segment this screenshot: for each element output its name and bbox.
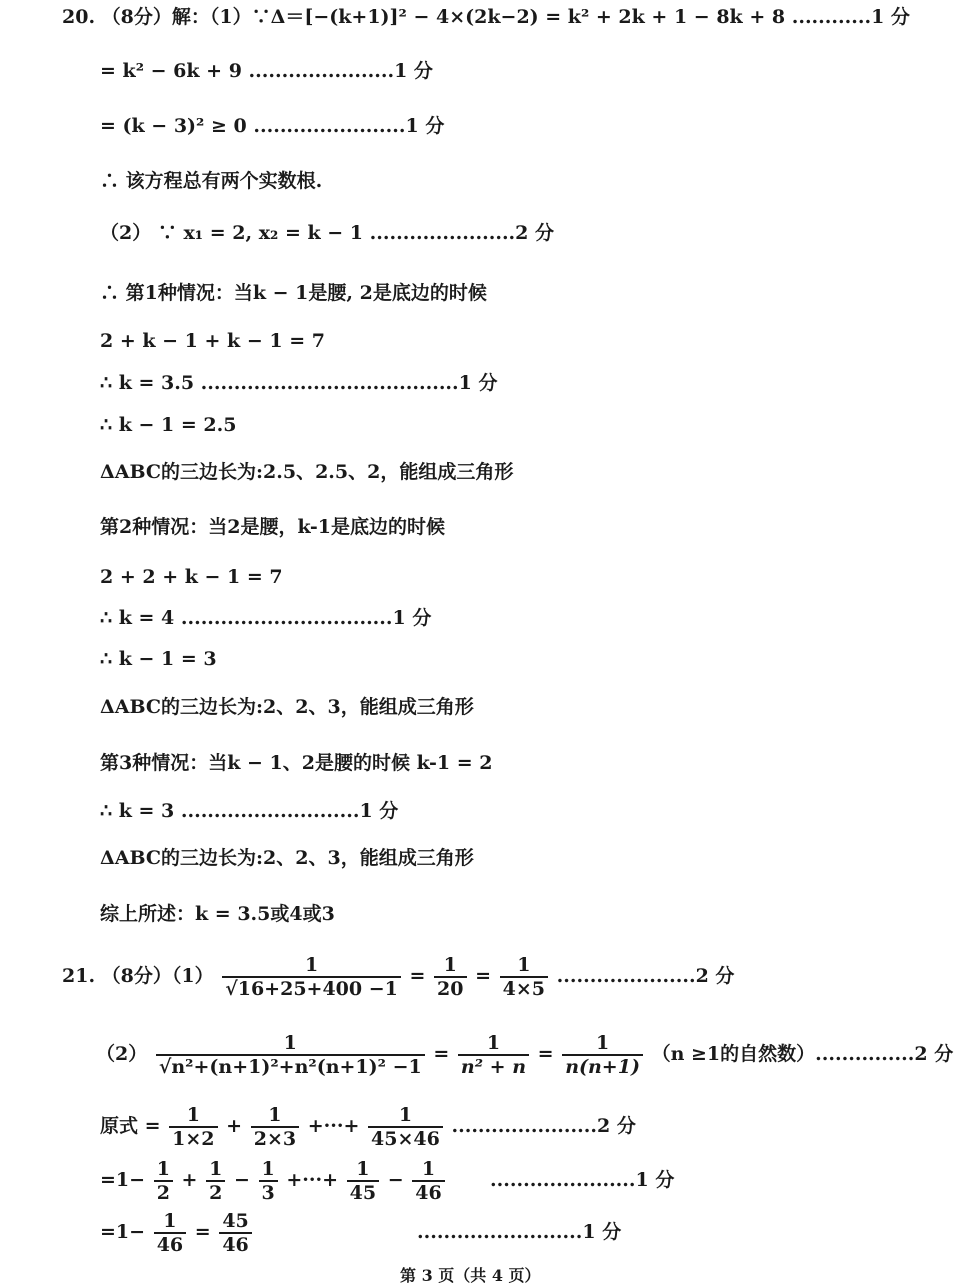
q21-tele-term-2 [206,1158,225,1204]
fraction-numerator: 1 [517,954,531,976]
fraction-denominator: 2×3 [251,1126,299,1150]
fraction-denominator: n(n+1) [562,1054,643,1078]
fraction-numerator: 1 [398,1104,413,1126]
q20-line-11: 2 + 2 + k − 1 = 7 [100,566,283,588]
fraction-denominator: 1×2 [169,1126,217,1150]
fraction-denominator: 45 [347,1180,379,1204]
fraction-numerator: 1 [443,954,457,976]
q21-final-term-1 [154,1210,186,1256]
q21-part1-eq1 [434,954,466,1000]
fraction-numerator: 1 [186,1104,200,1126]
fraction-numerator: 1 [356,1158,370,1180]
operator: − [233,1169,250,1191]
q21-part2-fraction [156,1032,425,1078]
q20-line-1: = k² − 6k + 9 ......................1 分 [100,60,433,82]
q20-line-9: ΔABC的三边长为:2.5、2.5、2，能组成三角形 [100,461,514,483]
q20-line-3: ∴ 该方程总有两个实数根. [100,170,323,192]
q21-part2: （2） $\frac{1}{\text{√n²+(n+1)²+n²(n+1)² −1}}$ = $\frac{1}{\text{n² + n}}$ = $\frac{1}{n(n+1)}$ （n ≥1的自然数）...............2 分 [96,1032,954,1078]
q21-final-lead: =1− [100,1221,146,1243]
q21-part1-fraction [222,954,401,1000]
q21-part2-note: （n ≥1的自然数） [651,1043,816,1065]
q20-line-5: ∴ 第1种情况：当k − 1是腰, 2是底边的时候 [100,282,487,304]
fraction-denominator: √16+25+400 −1 [222,976,401,1000]
q21-part2-eq2 [562,1032,643,1078]
fraction-denominator: √n²+(n+1)²+n²(n+1)² −1 [156,1054,425,1078]
q21-final-term-2 [219,1210,251,1256]
q21-orig-mid: +···+ [307,1115,360,1137]
fraction-denominator: 45×46 [368,1126,443,1150]
fraction-denominator: 46 [154,1232,186,1256]
fraction-numerator: 1 [595,1032,610,1054]
operator: +···+ [286,1169,339,1191]
fraction-numerator: 45 [222,1210,249,1232]
q20-line-10: 第2种情况：当2是腰，k-1是底边的时候 [100,516,445,538]
fraction-numerator: 1 [209,1158,223,1180]
q21-orig-term-2 [251,1104,299,1150]
operator: − [387,1169,404,1191]
q21-tele-term-3 [259,1158,278,1204]
fraction-denominator: 46 [412,1180,444,1204]
q21-telescoping [100,1158,674,1204]
fraction-denominator: 20 [434,976,466,1000]
q21-tele-term-4 [347,1158,379,1204]
q20-line-2: = (k − 3)² ≥ 0 .......................1 分 [100,115,445,137]
q20-line-4: （2） ∵ x₁ = 2, x₂ = k − 1 ......................2 分 [100,222,555,244]
fraction-numerator: 1 [268,1104,282,1126]
fraction-denominator: 4×5 [500,976,548,1000]
fraction-numerator: 1 [283,1032,297,1054]
q21-part1: 21. （8分）（1） $\frac{1}{√16+25+400 -1}$ = $\frac{1}{20}$ = $\frac{1}{4\times 5}$ .....................2 分 [62,954,735,1000]
fraction-denominator: 3 [259,1180,278,1204]
operator: + [181,1169,198,1191]
q21-original-expression: 原式 = $\frac{1}{1\times 2}$ + $\frac{1}{2\times 3}$ +···+ $\frac{1}{45\times 46}$ ......................2 分 [100,1104,636,1150]
fraction-numerator: 1 [163,1210,177,1232]
q21-part2-score: ...............2 分 [815,1043,954,1065]
q20-line-13: ∴ k − 1 = 3 [100,648,217,670]
q21-part2-lead: （2） [96,1043,148,1065]
q21-part1-eq2 [500,954,548,1000]
q21-tele-lead: =1− [100,1169,146,1191]
q21-orig-score: ......................2 分 [451,1115,636,1137]
q20-line-7: ∴ k = 3.5 .......................................1 分 [100,372,498,394]
fraction-numerator: 1 [156,1158,170,1180]
page-footer: 第 3 页（共 4 页） [400,1266,541,1285]
q21-tele-score: ......................1 分 [490,1169,675,1191]
q20-line-12: ∴ k = 4 ................................1 分 [100,607,432,629]
q21-orig-label: 原式 = [100,1115,161,1137]
q20-line-8: ∴ k − 1 = 2.5 [100,414,237,436]
q21-part1-score: .....................2 分 [556,965,735,987]
fraction-numerator: 1 [261,1158,275,1180]
q21-part1-lead: 21. （8分）（1） [62,965,214,987]
fraction-numerator: 1 [304,954,319,976]
q21-tele-term-1 [154,1158,173,1204]
q20-line-17: ΔABC的三边长为:2、2、3，能组成三角形 [100,847,474,869]
q21-orig-term-3 [368,1104,443,1150]
q21-part2-eq1 [458,1032,529,1078]
fraction-denominator: n² + n [458,1054,529,1078]
q20-line-16: ∴ k = 3 ...........................1 分 [100,800,399,822]
q20-header: 20. （8分）解：（1）∵Δ＝[−(k+1)]² − 4×(2k−2) = k² + 2k + 1 − 8k + 8 ............1 分 [62,6,910,28]
q21-orig-term-1 [169,1104,217,1150]
q20-line-15: 第3种情况：当k − 1、2是腰的时候 k-1 = 2 [100,752,493,774]
fraction-denominator: 2 [206,1180,225,1204]
q21-tele-term-5 [412,1158,444,1204]
fraction-numerator: 1 [421,1158,436,1180]
fraction-denominator: 2 [154,1180,173,1204]
fraction-numerator: 1 [486,1032,501,1054]
q20-line-6: 2 + k − 1 + k − 1 = 7 [100,330,325,352]
q20-line-18: 综上所述：k = 3.5或4或3 [100,903,335,925]
q21-final-score: .........................1 分 [417,1221,622,1243]
q20-line-14: ΔABC的三边长为:2、2、3，能组成三角形 [100,696,474,718]
q21-final: =1− $\frac{1}{46}$ = $\frac{45}{46}$ .........................1 分 [100,1210,622,1256]
fraction-denominator: 46 [219,1232,251,1256]
